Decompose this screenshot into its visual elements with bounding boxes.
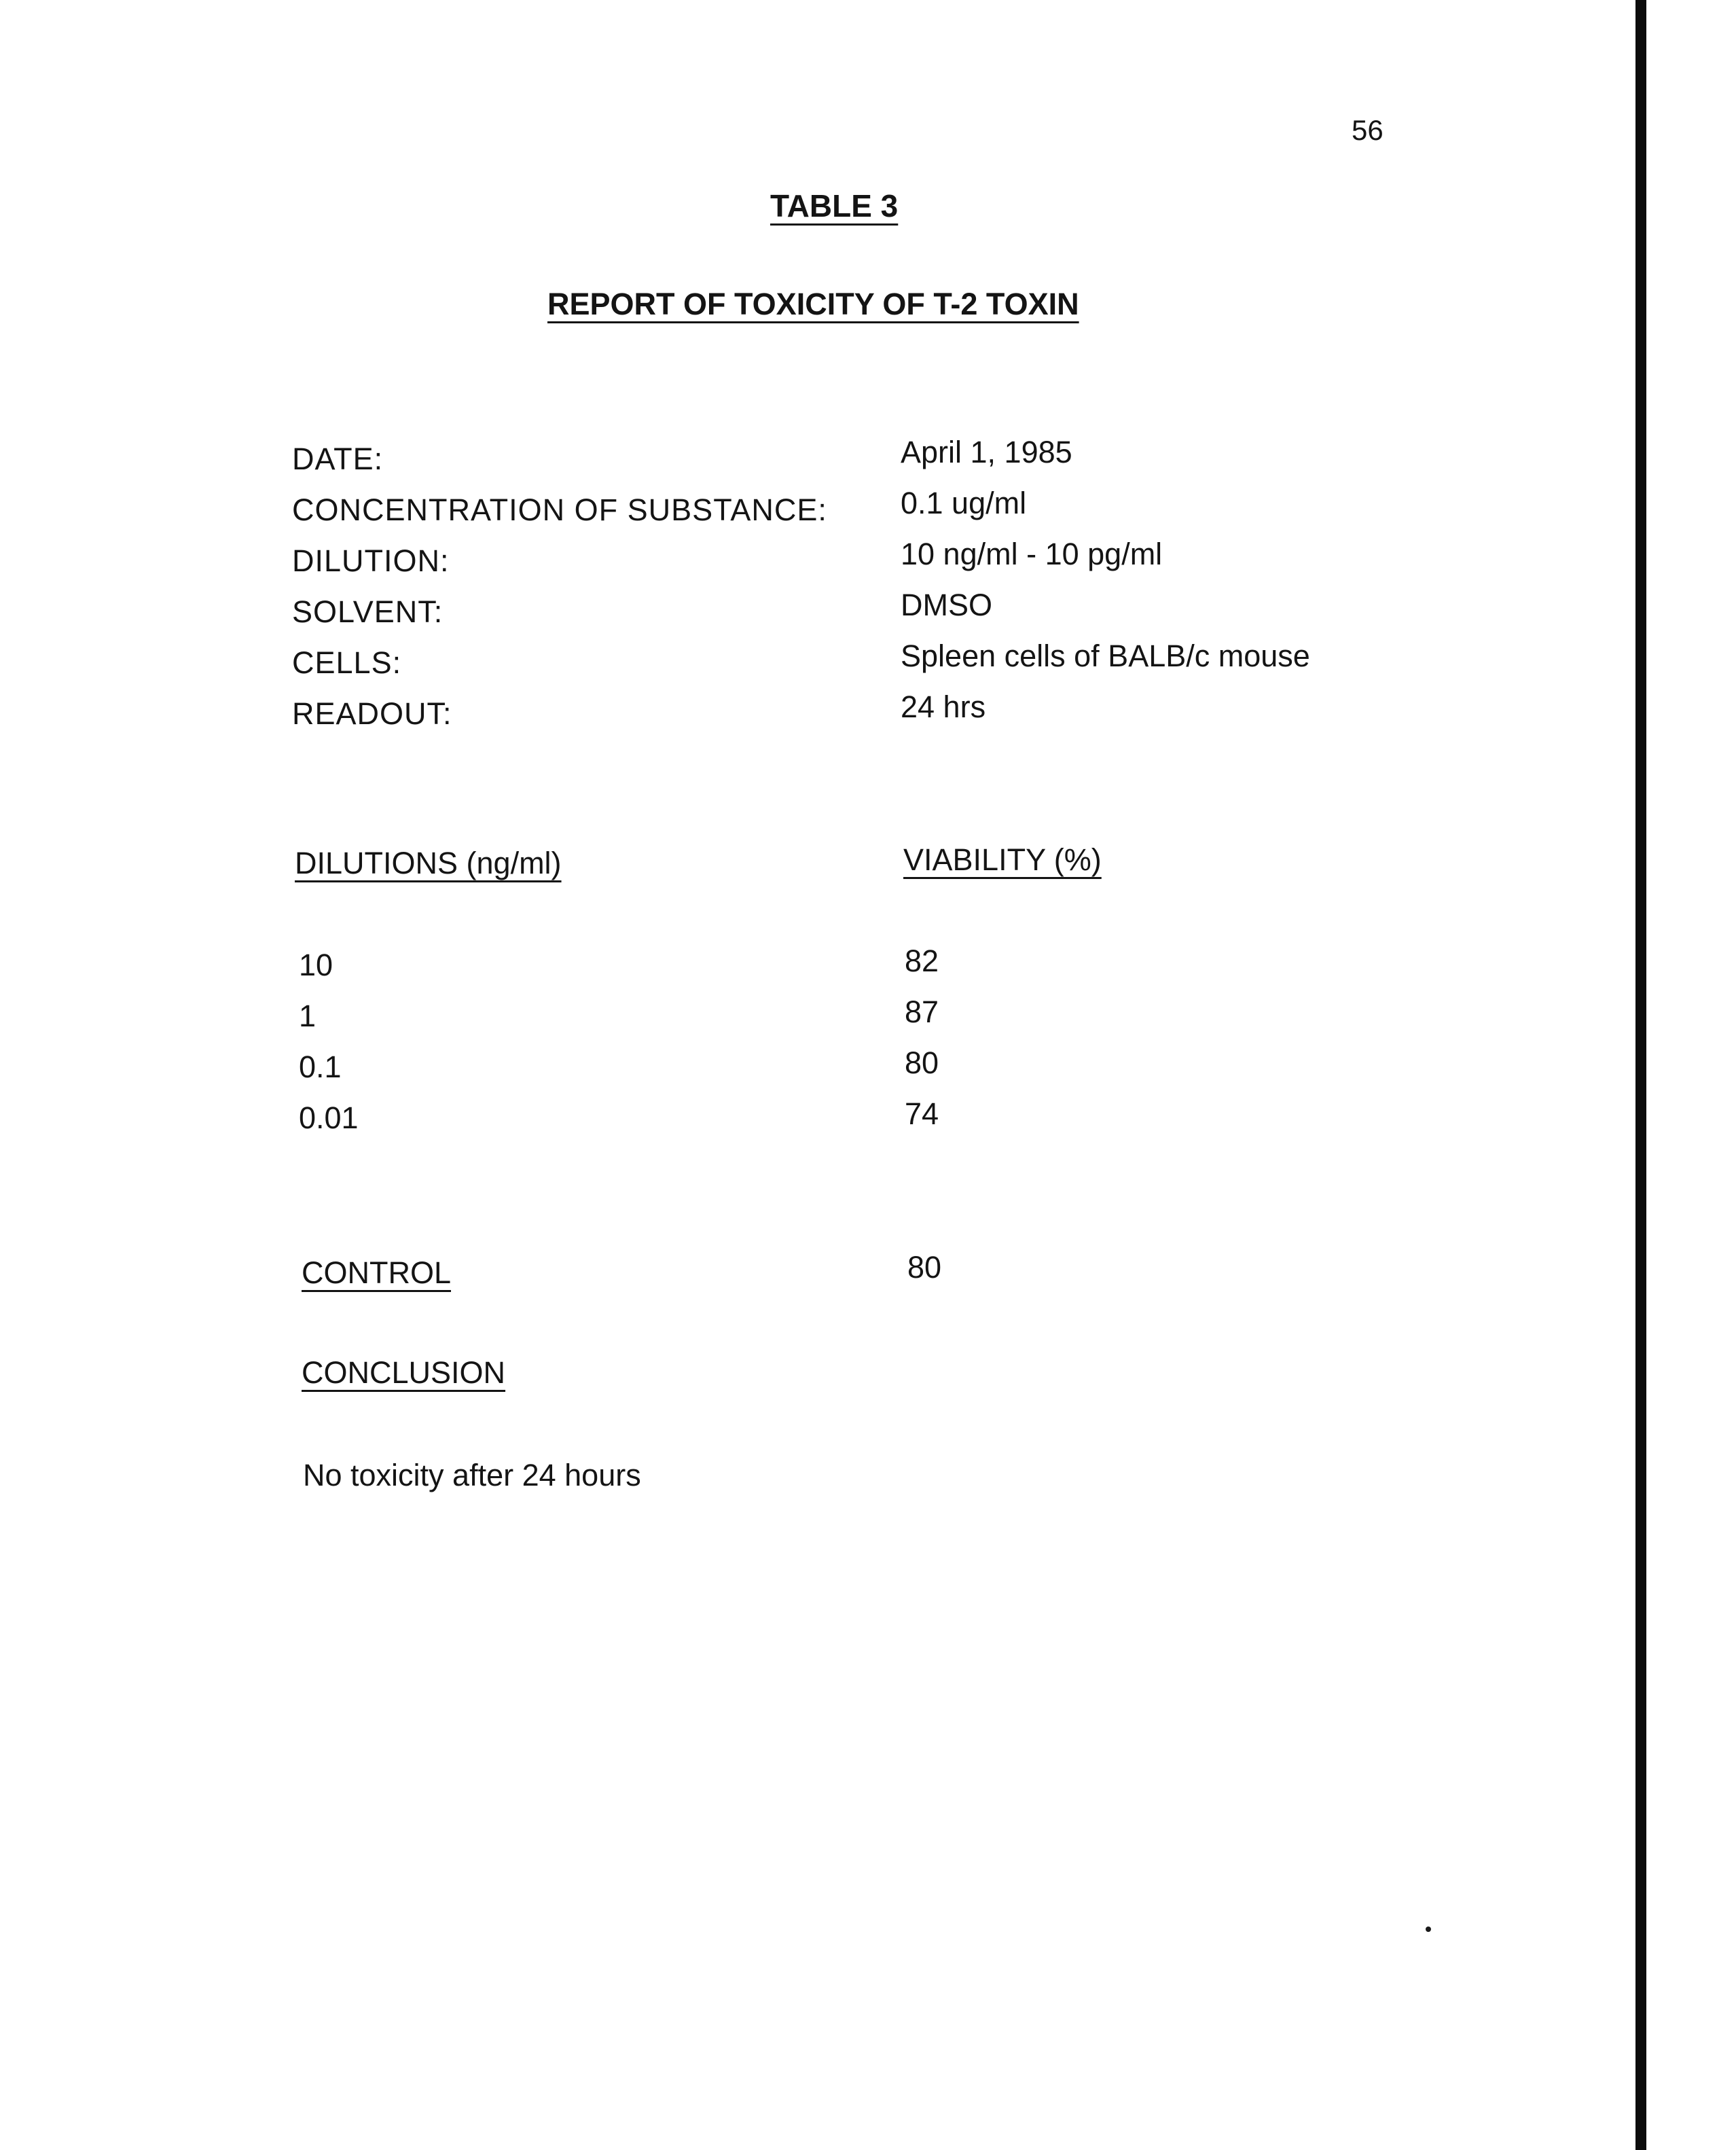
report-title: REPORT OF TOXICITY OF T-2 TOXIN [547,287,1079,321]
dilution-cell: 0.01 [299,1100,359,1135]
info-value: Spleen cells of BALB/c mouse [901,639,1310,673]
viability-cell: 80 [905,1045,939,1080]
page-number: 56 [1352,114,1384,146]
table-title: TABLE 3 [770,188,899,223]
scan-edge-bar [1635,0,1646,2150]
conclusion-text: No toxicity after 24 hours [303,1458,641,1492]
info-label: SOLVENT: [292,594,444,629]
info-label: DATE: [292,442,384,476]
dilutions-column-header: DILUTIONS (ng/ml) [295,846,562,880]
dilution-cell: 1 [299,999,317,1033]
scan-speck [1426,1927,1431,1932]
viability-cell: 74 [905,1096,939,1131]
info-label: CELLS: [292,645,402,680]
dilution-cell: 10 [299,948,333,982]
info-label: CONCENTRATION OF SUBSTANCE: [292,492,827,527]
control-value: 80 [907,1250,942,1285]
info-value: April 1, 1985 [901,435,1072,469]
viability-cell: 87 [905,995,939,1029]
info-value: 10 ng/ml - 10 pg/ml [901,537,1163,571]
info-value: DMSO [901,588,992,622]
info-value: 0.1 ug/ml [901,486,1027,520]
viability-cell: 82 [905,944,939,978]
info-value: 24 hrs [901,689,986,724]
control-label: CONTROL [302,1255,452,1290]
info-label: READOUT: [292,696,452,731]
conclusion-label: CONCLUSION [302,1355,506,1390]
info-label: DILUTION: [292,543,450,578]
viability-column-header: VIABILITY (%) [903,842,1102,877]
dilution-cell: 0.1 [299,1050,342,1084]
